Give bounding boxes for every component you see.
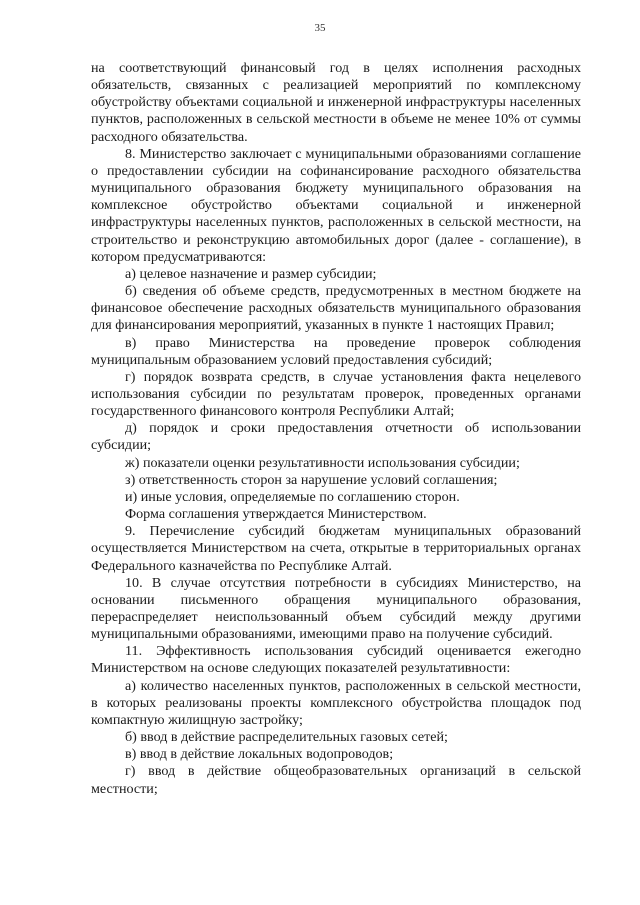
paragraph: б) сведения об объеме средств, предусмотренных в местном бюджете на финансовое обеспечение расходных обязательств муниципального образования для финансирования мероприятий, указанных в пункте 1 настоящих Правил;	[91, 283, 581, 334]
paragraph: з) ответственность сторон за нарушение условий соглашения;	[125, 471, 498, 488]
paragraph: 9. Перечисление субсидий бюджетам муниципальных образований осуществляется Министерством на счета, открытые в территориальных органах Федерального казначейства по Республике Алтай.	[91, 523, 581, 574]
paragraph: б) ввод в действие распределительных газовых сетей;	[125, 729, 448, 746]
paragraph: г) порядок возврата средств, в случае установления факта нецелевого использования субсидии по результатам проверок, проведенных органами государственного финансового контроля Республики Алтай;	[91, 368, 581, 420]
paragraph: 8. Министерство заключает с муниципальными образованиями соглашение о предоставлении субсидии на софинансирование расходного обязательства муниципального образования бюджету муниципального образования на комплексное обустройство объектами социальной и инженерной инфраструктуры населенных пунктов, расположенных в сельской местности, на строительство и реконструкцию автомобильных дорог (далее - соглашение), в котором предусматриваются:	[91, 145, 581, 265]
paragraph: а) целевое назначение и размер субсидии;	[125, 265, 377, 282]
paragraph: 10. В случае отсутствия потребности в субсидиях Министерство, на основании письменного обращения муниципального образования, перераспределяет неиспользованный объем субсидий между другими муниципальными образованиями, имеющими право на получение субсидий.	[91, 574, 581, 643]
paragraph: г) ввод в действие общеобразовательных организаций в сельской местности;	[91, 763, 581, 797]
paragraph: Форма соглашения утверждается Министерством.	[125, 506, 427, 523]
page-number: 35	[314, 22, 326, 34]
paragraph: в) право Министерства на проведение проверок соблюдения муниципальным образованием условий предоставления субсидий;	[91, 334, 581, 368]
paragraph: ж) показатели оценки результативности использования субсидии;	[125, 454, 520, 471]
document-body	[91, 60, 581, 798]
paragraph: и) иные условия, определяемые по соглашению сторон.	[125, 488, 460, 505]
paragraph: на соответствующий финансовый год в целях исполнения расходных обязательств, связанных с реализацией мероприятий по комплексному обустройству объектами социальной и инженерной инфраструктуры населенных пунктов, расположенных в сельской местности в объеме не менее 10% от суммы расходного обязательства.	[91, 60, 581, 145]
paragraph: д) порядок и сроки предоставления отчетности об использовании субсидии;	[91, 420, 581, 454]
paragraph: в) ввод в действие локальных водопроводов;	[125, 746, 394, 763]
paragraph: а) количество населенных пунктов, расположенных в сельской местности, в которых реализованы проекты комплексного обустройства площадок под компактную жилищную застройку;	[91, 677, 581, 728]
paragraph: 11. Эффективность использования субсидий оценивается ежегодно Министерством на основе следующих показателей результативности:	[91, 643, 581, 677]
